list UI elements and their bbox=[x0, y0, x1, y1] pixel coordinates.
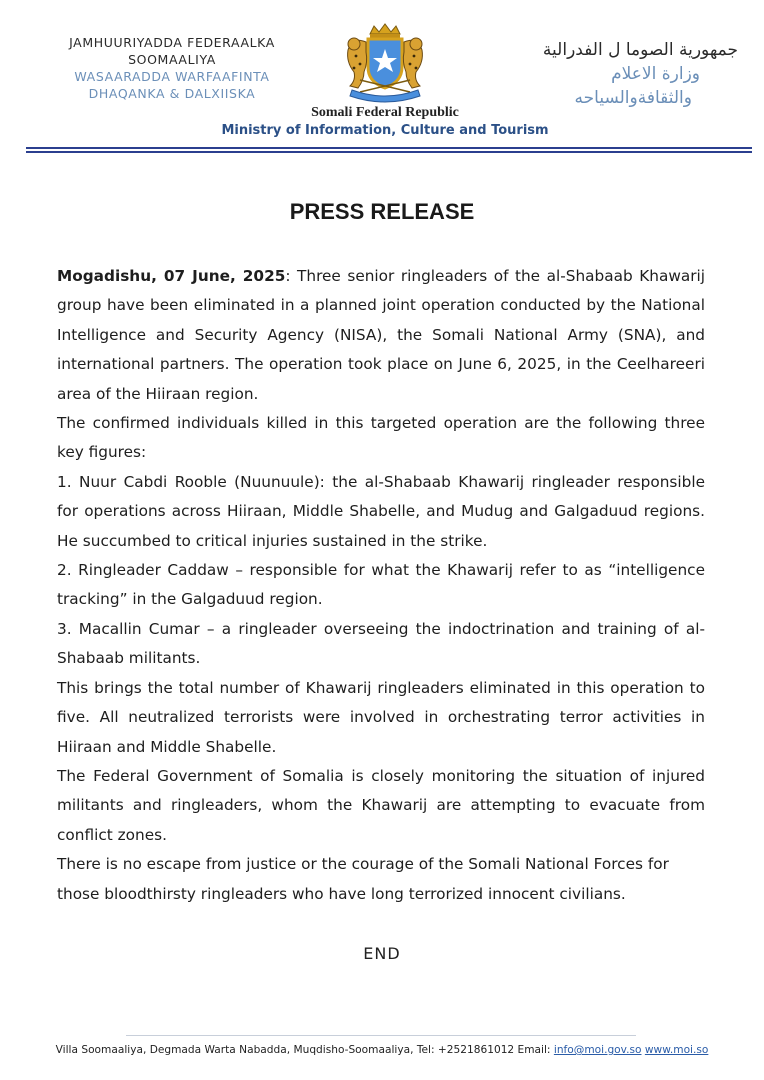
list-item-1: 1. Nuur Cabdi Rooble (Nuunuule): the al-Shabaab Khawarij ringleader responsible for operations across Hiiraan, Middle Shabelle, and Mudug and Galgaduud regions. He succumbed to critical injuries sustained in the strike. bbox=[57, 472, 705, 550]
header-left-line3: WASAARADDA WARFAAFINTA bbox=[74, 69, 270, 84]
header-right-line2: وزارة الاعلام bbox=[611, 64, 700, 84]
list-item-3: 3. Macallin Cumar – a ringleader overseeing the indoctrination and training of al-Shabaab militants. bbox=[57, 619, 705, 668]
paragraph-confirmed: The confirmed individuals killed in this targeted operation are the following three key figures: bbox=[57, 414, 705, 462]
header-arabic-title bbox=[518, 38, 738, 110]
footer-address: Villa Soomaaliya, Degmada Warta Nabadda, Muqdisho-Soomaaliya, Tel: +2521861012 Email: bbox=[55, 1044, 554, 1056]
paragraph-government: The Federal Government of Somalia is closely monitoring the situation of injured militants and ringleaders, whom the Khawarij are attempting to evacuate from conflict zones. bbox=[57, 766, 705, 844]
header-divider-top bbox=[26, 147, 752, 149]
press-release-body bbox=[57, 262, 705, 909]
page-title: PRESS RELEASE bbox=[289, 199, 475, 224]
footer-divider bbox=[126, 1035, 636, 1036]
header-left-line4: DHAQANKA & DALXIISKA bbox=[88, 86, 256, 101]
header-somali-title bbox=[44, 34, 300, 102]
paragraph-intro bbox=[57, 262, 705, 409]
list-item-2: 2. Ringleader Caddaw – responsible for what the Khawarij refer to as “intelligence tracking” in the Galgaduud region. bbox=[57, 561, 705, 609]
paragraph-intro-text: : Three senior ringleaders of the al-Shabaab Khawarij group have been eliminated in a planned joint operation conducted by the National Intelligence and Security Agency (NISA), the Somali National Army (SNA), and international partners. The operation took place on June 6, 2025, in the Ceelhareeri area of the Hiiraan region. bbox=[57, 267, 705, 403]
somalia-coat-of-arms-icon bbox=[330, 22, 440, 104]
end-marker: END bbox=[363, 944, 401, 963]
footer-email-link[interactable]: info@moi.gov.so bbox=[553, 1044, 642, 1056]
header-right-line3: والثقافةوالسياحه bbox=[574, 88, 692, 108]
header-left-line1: JAMHUURIYADDA FEDERAALKA bbox=[69, 35, 275, 50]
header-right-line1: جمهورية الصوما ل الفدرالية bbox=[542, 40, 738, 60]
footer-website-link[interactable]: www.moi.so bbox=[644, 1044, 709, 1056]
republic-name: Somali Federal Republic bbox=[311, 105, 459, 120]
ministry-name: Ministry of Information, Culture and Tourism bbox=[221, 123, 549, 138]
paragraph-total: This brings the total number of Khawarij ringleaders eliminated in this operation to five. All neutralized terrorists were involved in orchestrating terror activities in Hiiraan and Middle Shabelle. bbox=[57, 678, 705, 756]
dateline: Mogadishu, 07 June, 2025 bbox=[57, 267, 286, 285]
paragraph-closing: There is no escape from justice or the courage of the Somali National Forces for those bloodthirsty ringleaders who have long terrorized innocent civilians. bbox=[57, 855, 669, 903]
footer-contact bbox=[0, 1044, 764, 1056]
header-divider-bottom bbox=[26, 151, 752, 153]
header-left-line2: SOOMAALIYA bbox=[128, 52, 216, 67]
